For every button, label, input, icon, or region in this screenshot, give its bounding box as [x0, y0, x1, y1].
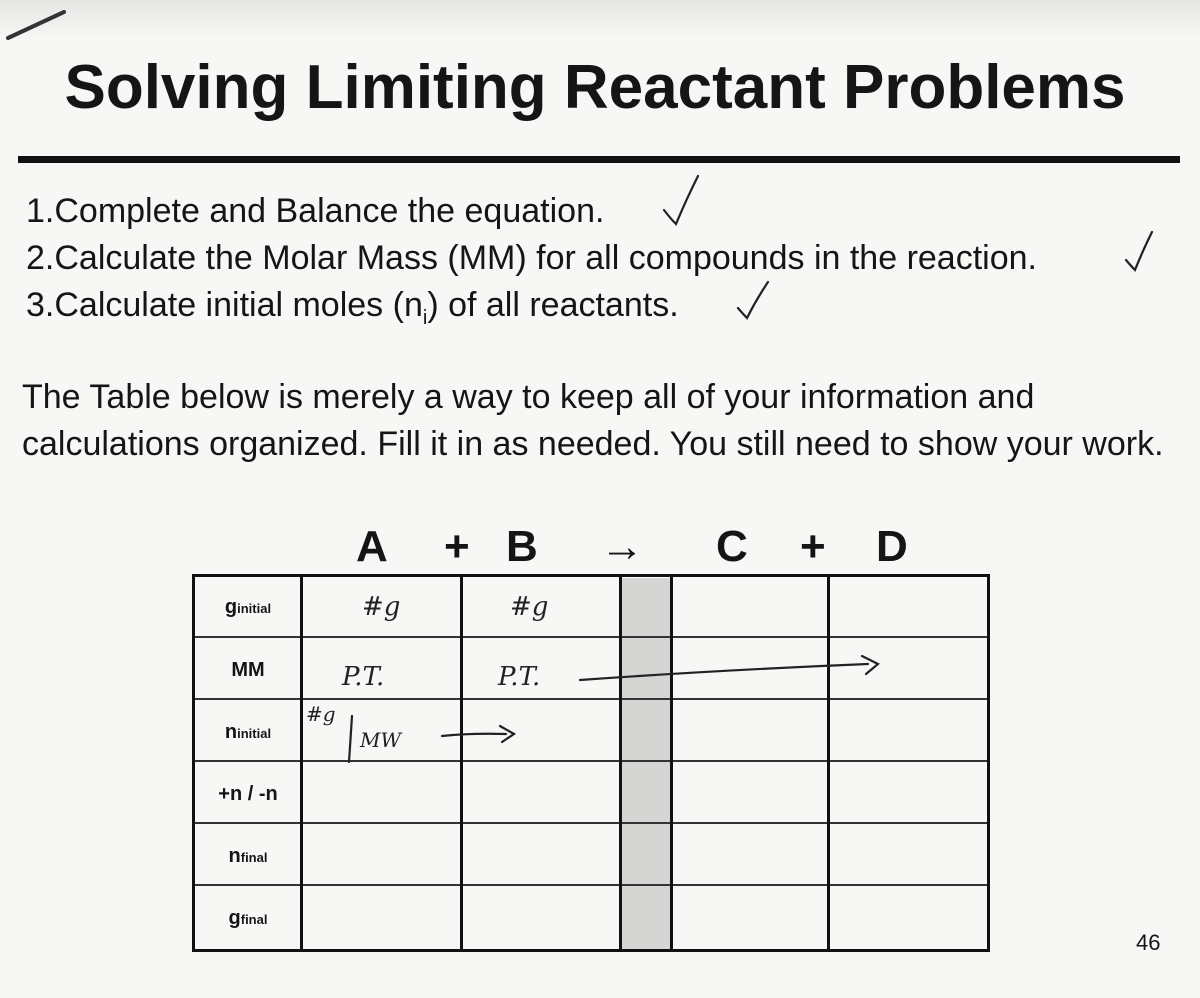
- step-3: 3.Calculate initial moles $(n_i)$ of all reactants.: [26, 286, 679, 329]
- title-rule: [18, 156, 1180, 163]
- reactant-a: A: [356, 522, 388, 571]
- handwriting-b-g-initial: #g: [510, 592, 549, 622]
- row-label-delta-n: +n / -n: [218, 783, 278, 805]
- reactant-b: B: [506, 522, 538, 571]
- row-label-mm: MM: [231, 659, 265, 681]
- reaction-table: [192, 574, 990, 952]
- column-divider: [460, 577, 463, 949]
- handwriting-a-n-initial-numerator: #g: [306, 702, 336, 726]
- page-number: 46: [1136, 930, 1161, 955]
- product-c: C: [716, 522, 748, 571]
- product-d: D: [876, 522, 908, 571]
- plus-sign: +: [444, 522, 470, 571]
- row-divider: [195, 822, 987, 824]
- handwriting-b-mm: P.T.: [498, 662, 541, 692]
- row-divider: [195, 760, 987, 762]
- instructions-paragraph: The Table below is merely a way to keep all of your information and calculations organized. Fill it in as needed. You still need to show your work.: [22, 378, 1164, 463]
- step-1: 1.Complete and Balance the equation.: [26, 192, 605, 230]
- plus-sign: +: [800, 522, 826, 571]
- page-shadow: [0, 0, 1200, 40]
- row-label-n-initial: ninitial: [224, 721, 272, 743]
- column-divider: [300, 577, 303, 949]
- step-2: 2.Calculate the Molar Mass (MM) for all compounds in the reaction.: [26, 239, 1037, 277]
- checkmark-icon: [1126, 232, 1152, 270]
- handwriting-a-g-initial: #g: [362, 592, 401, 622]
- reaction-equation: [0, 522, 1200, 578]
- row-label-n-final: nfinal: [228, 845, 268, 867]
- row-divider: [195, 698, 987, 700]
- steps-list: [26, 188, 1037, 342]
- pen-mark-icon: [4, 4, 74, 44]
- handwriting-a-n-initial-denominator: MW: [360, 728, 402, 752]
- column-divider: [670, 577, 673, 949]
- row-label-g-final: gfinal: [228, 907, 268, 929]
- row-divider: [195, 636, 987, 638]
- column-divider: [619, 577, 622, 949]
- page-title: Solving Limiting Reactant Problems: [64, 53, 1126, 122]
- row-divider: [195, 884, 987, 886]
- row-label-g-initial: ginitial: [224, 596, 272, 618]
- column-divider: [827, 577, 830, 949]
- reaction-arrow-icon: →: [600, 522, 644, 571]
- handwriting-a-mm: P.T.: [342, 662, 385, 692]
